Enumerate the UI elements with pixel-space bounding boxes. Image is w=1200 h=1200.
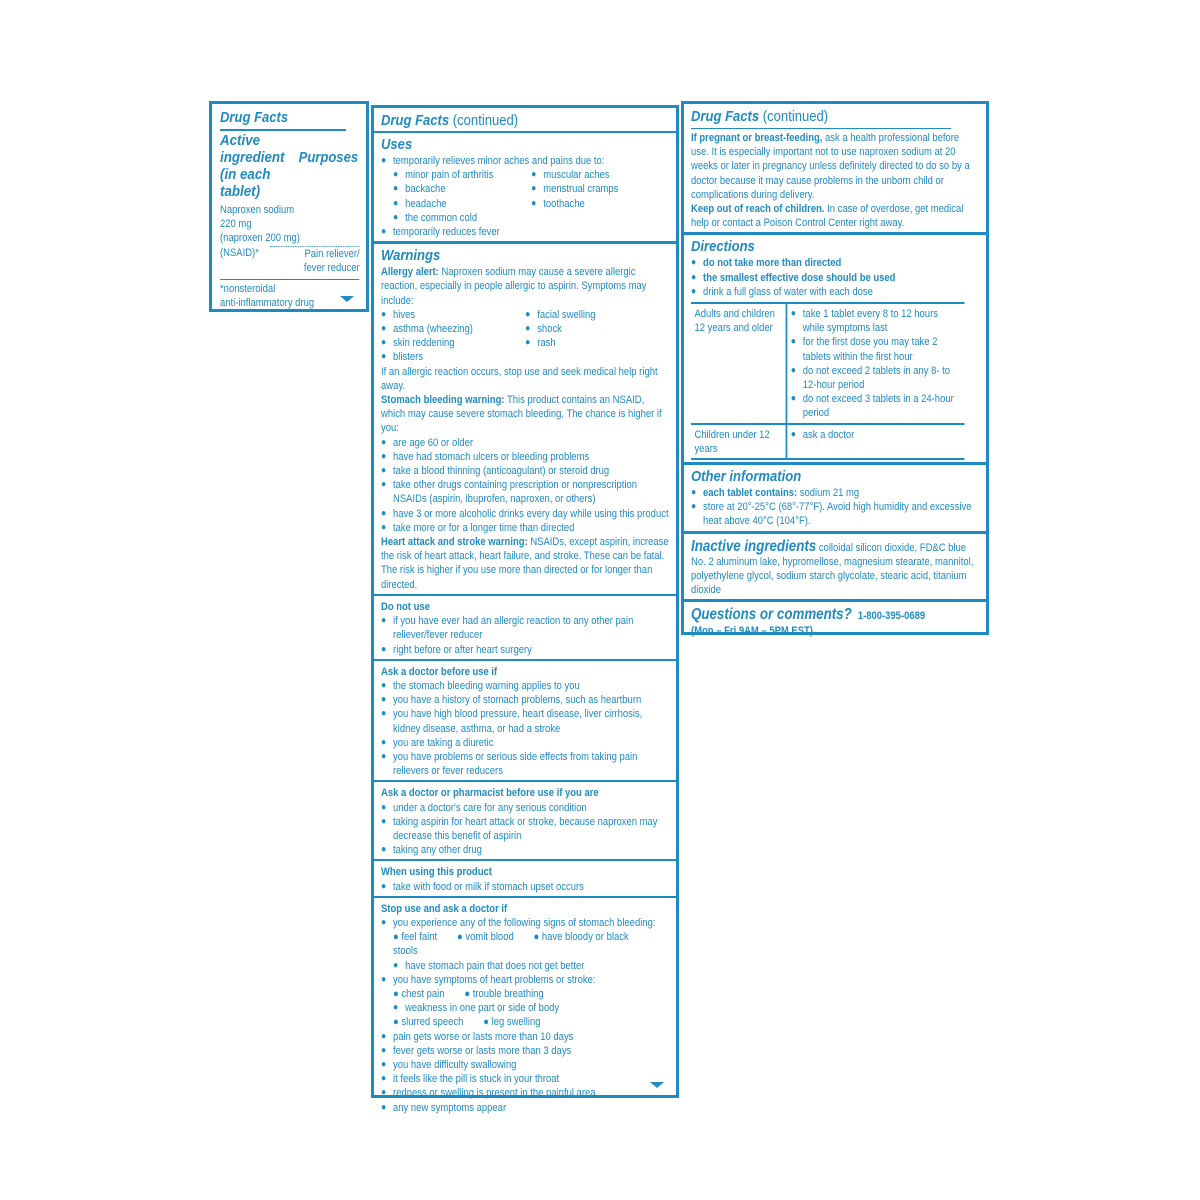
- list-item: ● it feels like the pill is stuck in your throat: [381, 1072, 669, 1086]
- inactive-ingredients-text: colloidal silicon dioxide, FD&C blue No. 2 aluminum lake, hypromellose, magnesium stearate, mannitol, polyethylene glycol, sodium starch glycolate, stearic acid, titanium dioxide: [691, 541, 974, 597]
- stomach-list: [381, 436, 669, 535]
- list-item: ● ask a doctor: [791, 428, 961, 442]
- ingredient-purpose-row: [220, 246, 360, 261]
- list-item: ● you have high blood pressure, heart disease, liver cirrhosis, kidney disease, asthma, or had a stroke: [381, 707, 669, 735]
- stomach-warning-label: Stomach bleeding warning:: [381, 394, 505, 407]
- stop-use-heading: Stop use and ask a doctor if: [381, 902, 508, 915]
- ask-pharmacist-heading: Ask a doctor or pharmacist before use if you are: [381, 787, 599, 800]
- ask-doctor-heading: Ask a doctor before use if: [381, 665, 498, 678]
- keep-out-label: Keep out of reach of children.: [691, 203, 825, 216]
- do-not-use-heading: Do not use: [381, 600, 430, 613]
- list-item: ● right before or after heart surgery: [381, 643, 669, 657]
- list-item: ● you have difficulty swallowing: [381, 1058, 669, 1072]
- list-item: ● taking any other drug: [381, 843, 669, 857]
- pregnancy-warning: [691, 131, 979, 202]
- uses-section: [374, 133, 676, 244]
- warnings-section: [374, 244, 676, 596]
- keep-out-warning: [691, 202, 979, 230]
- panel3-title: [691, 109, 951, 129]
- allergy-after: If an allergic reaction occurs, stop use and seek medical help right away.: [381, 365, 658, 392]
- ask-pharmacist-list: [381, 801, 669, 858]
- questions-section: [684, 602, 986, 639]
- directions-heading: Directions: [691, 239, 755, 256]
- when-using-heading: When using this product: [381, 866, 492, 879]
- panel2-title: [381, 113, 641, 130]
- ask-doctor-list: [381, 679, 669, 778]
- heart-signs: [381, 987, 669, 1030]
- list-item: ● drink a full glass of water with each dose: [691, 285, 979, 299]
- purposes-heading: Purposes: [298, 150, 358, 166]
- uses-heading: Uses: [381, 137, 413, 153]
- directions-section: [684, 235, 986, 465]
- inactive-ingredients: [691, 538, 979, 598]
- list-item: ● take a blood thinning (anticoagulant) or steroid drug: [381, 464, 669, 478]
- bleeding-sign: ● feel faint: [393, 931, 438, 944]
- heart-warning: [381, 535, 669, 592]
- dosage-row-label: Adults and children 12 years and older: [691, 304, 787, 425]
- stomach-warning-text: This product contains an NSAID, which may cause severe stomach bleeding. The chance is higher if you:: [381, 394, 662, 435]
- allergy-alert-text: Naproxen sodium may cause a severe allergic reaction, especially in people allergic to aspirin. Symptoms may include:: [381, 266, 647, 307]
- list-item: ● are age 60 or older: [381, 436, 669, 450]
- footnote-line: *nonsteroidal: [220, 283, 276, 296]
- list-item: ● take with food or milk if stomach upset occurs: [381, 880, 669, 894]
- ingredient-line: 220 mg: [220, 218, 252, 231]
- uses-list: [381, 154, 669, 239]
- panel3-continued: (continued): [762, 109, 829, 125]
- footnote: [220, 282, 360, 310]
- ask-doctor-section: [374, 661, 676, 783]
- when-using-section: [374, 861, 676, 897]
- list-item: ● the stomach bleeding warning applies to you: [381, 679, 669, 693]
- sodium-value: sodium 21 mg: [799, 487, 860, 500]
- list-item: ● minor pain of arthritis: [393, 168, 531, 182]
- list-item: [691, 486, 979, 500]
- list-item: ● do not exceed 2 tablets in any 8- to 12-hour period: [791, 364, 961, 392]
- inactive-ingredients-section: [684, 534, 986, 603]
- list-item: ● facial swelling: [525, 308, 669, 322]
- nsaid-label: (NSAID)*: [220, 246, 259, 259]
- list-item: ● have stomach pain that does not get better: [393, 959, 669, 973]
- list-item: ● any new symptoms appear: [381, 1101, 669, 1115]
- allergy-symptoms: [381, 308, 669, 365]
- heart-sign: ● chest pain: [393, 987, 445, 1000]
- list-item: ● fever gets worse or lasts more than 3 days: [381, 1044, 669, 1058]
- pregnancy-section: [684, 104, 986, 235]
- ask-pharmacist-section: [374, 782, 676, 861]
- pregnancy-text: ask a health professional before use. It is especially important not to use naproxen sodium at 20 weeks or later in pregnancy unless definitely directed to do so by a doctor because it may cause problems in the unborn child or complications during delivery.: [691, 132, 970, 201]
- list-item: ● have 3 or more alcoholic drinks every day while using this product: [381, 507, 669, 521]
- list-item: ● pain gets worse or lasts more than 10 days: [381, 1030, 669, 1044]
- list-item: ● rash: [525, 336, 669, 350]
- do-not-use-section: [374, 596, 676, 661]
- heart-sign: ● trouble breathing: [464, 987, 544, 1000]
- questions-line: [691, 606, 979, 623]
- list-item: ● headache: [393, 197, 531, 211]
- warnings-heading: Warnings: [381, 248, 441, 265]
- other-information-section: [684, 465, 986, 534]
- panel2-continued: (continued): [452, 113, 519, 129]
- list-item: ● shock: [525, 322, 669, 336]
- list-item: ● temporarily reduces fever: [381, 225, 669, 239]
- ingredient-line: Naproxen sodium: [220, 204, 295, 216]
- dosage-table: [691, 302, 964, 460]
- list-item: ● take more or for a longer time than directed: [381, 521, 669, 535]
- directions-list: [691, 256, 979, 299]
- panel2-title-row: [374, 108, 676, 133]
- keep-out-text: In case of overdose, get medical help or contact a Poison Control Center right away.: [691, 203, 964, 230]
- drug-facts-panel-1: [209, 101, 369, 312]
- list-item: ● you have problems or serious side effects from taking pain relievers or fever reducers: [381, 750, 669, 778]
- list-item: ● hives: [381, 308, 525, 322]
- list-item: ● the common cold: [393, 211, 531, 225]
- list-item: ● menstrual cramps: [531, 182, 669, 196]
- stop-use-list: [381, 916, 669, 1115]
- list-item: ● you have symptoms of heart problems or stroke:: [381, 973, 669, 987]
- panel2-title-text: Drug Facts: [381, 113, 450, 129]
- drug-facts-panel-2: [371, 105, 679, 1114]
- list-item: ● the smallest effective dose should be used: [691, 271, 979, 285]
- panel1-title: Drug Facts: [220, 110, 346, 131]
- ingredient-line: (naproxen 200 mg): [220, 232, 300, 245]
- footnote-line: anti-inflammatory drug: [220, 297, 315, 310]
- do-not-use-list: [381, 614, 669, 657]
- ingredient-block: [220, 203, 360, 280]
- list-item: ● store at 20°-25°C (68°-77°F). Avoid high humidity and excessive heat above 40°C (104°F).: [691, 500, 979, 528]
- list-item: ● do not take more than directed: [691, 256, 979, 270]
- dosage-row-label: Children under 12 years: [691, 425, 787, 460]
- list-item: ● toothache: [531, 197, 669, 211]
- bleeding-sign: ● have bloody or black stools: [393, 931, 629, 958]
- purpose-line: fever reducer: [303, 261, 360, 274]
- bleeding-sign: ● vomit blood: [456, 931, 514, 944]
- allergy-alert-label: Allergy alert:: [381, 266, 439, 279]
- bleeding-signs: [381, 930, 669, 973]
- heart-sign: ● slurred speech: [393, 1016, 464, 1029]
- other-information-heading: Other information: [691, 469, 802, 486]
- other-information-list: [691, 486, 979, 529]
- purpose-line: Pain reliever/: [270, 246, 360, 261]
- when-using-list: [381, 880, 669, 894]
- list-item: ● asthma (wheezing): [381, 322, 525, 336]
- continue-arrow-icon: [650, 1082, 664, 1088]
- phone-number: 1-800-395-0689: [857, 610, 926, 623]
- uses-sublist: [381, 168, 669, 225]
- phone-hours: (Mon – Fri 9AM – 5PM EST): [691, 624, 813, 637]
- active-ingredient-heading: Active ingredient (in each tablet): [220, 133, 285, 200]
- sodium-label: each tablet contains:: [703, 487, 798, 500]
- list-item: ● do not exceed 3 tablets in a 24-hour period: [791, 392, 961, 420]
- list-item: ● for the first dose you may take 2 tablets within the first hour: [791, 335, 961, 363]
- inactive-ingredients-heading: Inactive ingredients: [691, 537, 817, 555]
- list-item: ● you experience any of the following signs of stomach bleeding:: [381, 916, 669, 930]
- list-item: ● blisters: [381, 350, 525, 364]
- list-item: ● redness or swelling is present in the painful area: [381, 1086, 669, 1100]
- continue-arrow-icon: [340, 296, 354, 302]
- active-ingredient-header: [220, 131, 360, 201]
- list-item: ● you have a history of stomach problems, such as heartburn: [381, 693, 669, 707]
- panel3-title-text: Drug Facts: [691, 109, 760, 125]
- heart-sign: ● leg swelling: [483, 1016, 541, 1029]
- allergy-alert: [381, 265, 669, 308]
- list-item: ● skin reddening: [381, 336, 525, 350]
- list-item: ● take other drugs containing prescription or nonprescription NSAIDs (aspirin, ibuprofen, naproxen, or others): [381, 478, 669, 506]
- list-item: ● weakness in one part or side of body: [393, 1001, 669, 1015]
- dosage-row-instructions: [787, 425, 964, 460]
- pregnancy-label: If pregnant or breast-feeding,: [691, 132, 823, 144]
- list-item: ● backache: [393, 182, 531, 196]
- list-item: ● have had stomach ulcers or bleeding problems: [381, 450, 669, 464]
- list-item: ● under a doctor's care for any serious condition: [381, 801, 669, 815]
- stomach-warning: [381, 393, 669, 436]
- list-item: ● temporarily relieves minor aches and pains due to:: [381, 154, 669, 168]
- list-item: ● if you have ever had an allergic reaction to any other pain reliever/fever reducer: [381, 614, 669, 642]
- list-item: ● you are taking a diuretic: [381, 736, 669, 750]
- stop-use-section: [374, 898, 676, 1117]
- list-item: ● take 1 tablet every 8 to 12 hours while symptoms last: [791, 307, 961, 335]
- list-item: ● muscular aches: [531, 168, 669, 182]
- heart-warning-label: Heart attack and stroke warning:: [381, 536, 528, 549]
- dosage-row-instructions: [787, 304, 964, 425]
- questions-heading: Questions or comments?: [691, 606, 852, 624]
- drug-facts-panel-3: [681, 101, 989, 635]
- heart-warning-text: NSAIDs, except aspirin, increase the risk of heart attack, heart failure, and stroke. These can be fatal. The risk is higher if you use more than directed or for longer than directed.: [381, 536, 669, 591]
- list-item: ● taking aspirin for heart attack or stroke, because naproxen may decrease this benefit of aspirin: [381, 815, 669, 843]
